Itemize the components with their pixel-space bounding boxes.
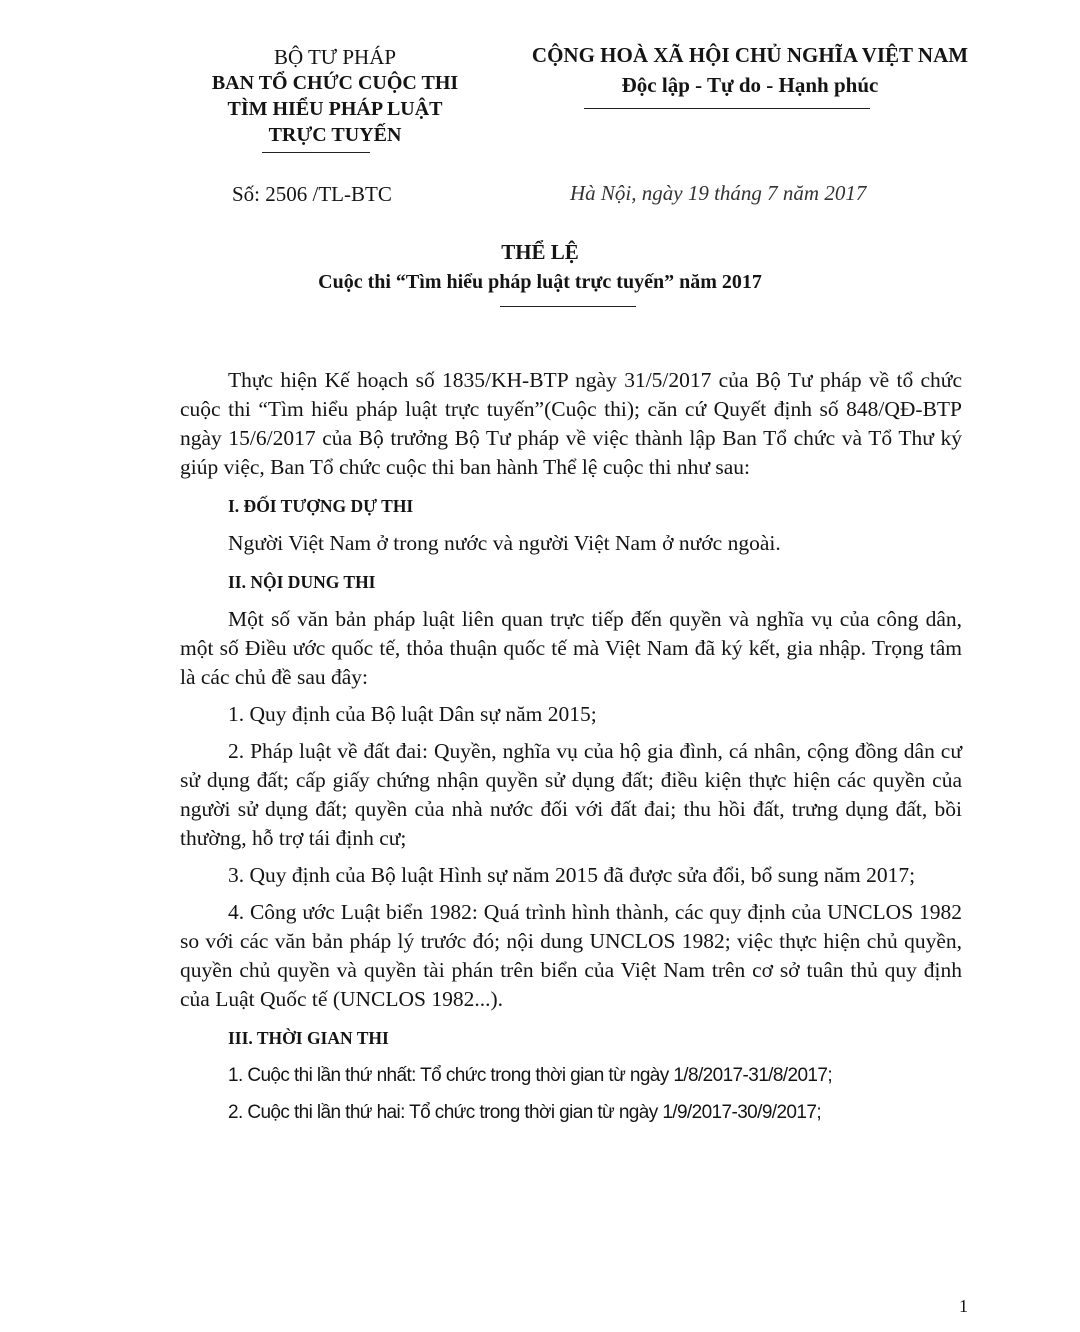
list-item: 4. Công ước Luật biển 1982: Quá trình hình thành, các quy định của UNCLOS 1982 so với các văn bản pháp lý trước đó; nội dung UNCLOS 1982; việc thực hiện chủ quyền, quyền chủ quyền và quyền tài phán trên biển của Việt Nam trên cơ sở tuân thủ quy định của Luật Quốc tế (UNCLOS 1982...). — [180, 900, 962, 1011]
list-item: 1. Cuộc thi lần thứ nhất: Tổ chức trong thời gian từ ngày 1/8/2017-31/8/2017; — [228, 1065, 833, 1086]
org-name-line-1: BAN TỔ CHỨC CUỘC THI — [211, 72, 459, 94]
national-motto: Độc lập - Tự do - Hạnh phúc — [621, 73, 879, 97]
ministry-name: BỘ TƯ PHÁP — [273, 45, 397, 69]
org-underline — [262, 152, 370, 153]
org-name-line-3: TRỰC TUYẾN — [268, 124, 402, 146]
list-item: 1. Quy định của Bộ luật Dân sự năm 2015; — [228, 702, 597, 726]
document-title: THỂ LỆ — [501, 240, 579, 264]
national-heading — [480, 40, 1020, 100]
title-underline — [500, 306, 636, 307]
page-number: 1 — [959, 1296, 968, 1316]
document-date: Hà Nội, ngày 19 tháng 7 năm 2017 — [570, 181, 867, 205]
issuing-organization — [150, 44, 520, 148]
document-number: Số: 2506 /TL-BTC — [232, 182, 392, 206]
nation-name: CỘNG HOÀ XÃ HỘI CHỦ NGHĨA VIỆT NAM — [531, 43, 969, 67]
document-body — [180, 366, 962, 1127]
section-heading-1: I. ĐỐI TƯỢNG DỰ THI — [228, 496, 414, 516]
list-item: 2. Cuộc thi lần thứ hai: Tổ chức trong thời gian từ ngày 1/9/2017-30/9/2017; — [228, 1102, 822, 1123]
org-name-line-2: TÌM HIỂU PHÁP LUẬT — [227, 98, 443, 120]
section-heading-2: II. NỘI DUNG THI — [228, 572, 376, 592]
section-2-text: Một số văn bản pháp luật liên quan trực tiếp đến quyền và nghĩa vụ của công dân, một số Điều ước quốc tế, thỏa thuận quốc tế mà Việt Nam đã ký kết, gia nhập. Trọng tâm là các chủ đề sau đây: — [180, 607, 962, 689]
list-item: 2. Pháp luật về đất đai: Quyền, nghĩa vụ của hộ gia đình, cá nhân, cộng đồng dân cư sử dụng đất; cấp giấy chứng nhận quyền sử dụng đất; điều kiện thực hiện các quyền của người sử dụng đất; quyền của nhà nước đối với đất đai; thu hồi đất, trưng dụng đất, bồi thường, hỗ trợ tái định cư; — [180, 739, 962, 850]
section-1-text: Người Việt Nam ở trong nước và người Việt Nam ở nước ngoài. — [228, 531, 781, 555]
section-heading-3: III. THỜI GIAN THI — [228, 1028, 389, 1048]
list-item: 3. Quy định của Bộ luật Hình sự năm 2015 đã được sửa đổi, bổ sung năm 2017; — [228, 863, 916, 887]
motto-underline — [584, 108, 870, 109]
document-subtitle: Cuộc thi “Tìm hiểu pháp luật trực tuyến” năm 2017 — [318, 271, 762, 293]
intro-paragraph: Thực hiện Kế hoạch số 1835/KH-BTP ngày 31/5/2017 của Bộ Tư pháp về tổ chức cuộc thi “Tìm hiểu pháp luật trực tuyến”(Cuộc thi); căn cứ Quyết định số 848/QĐ-BTP ngày 15/6/2017 của Bộ trưởng Bộ Tư pháp về việc thành lập Ban Tổ chức và Tổ Thư ký giúp việc, Ban Tổ chức cuộc thi ban hành Thể lệ cuộc thi như sau: — [180, 368, 962, 479]
